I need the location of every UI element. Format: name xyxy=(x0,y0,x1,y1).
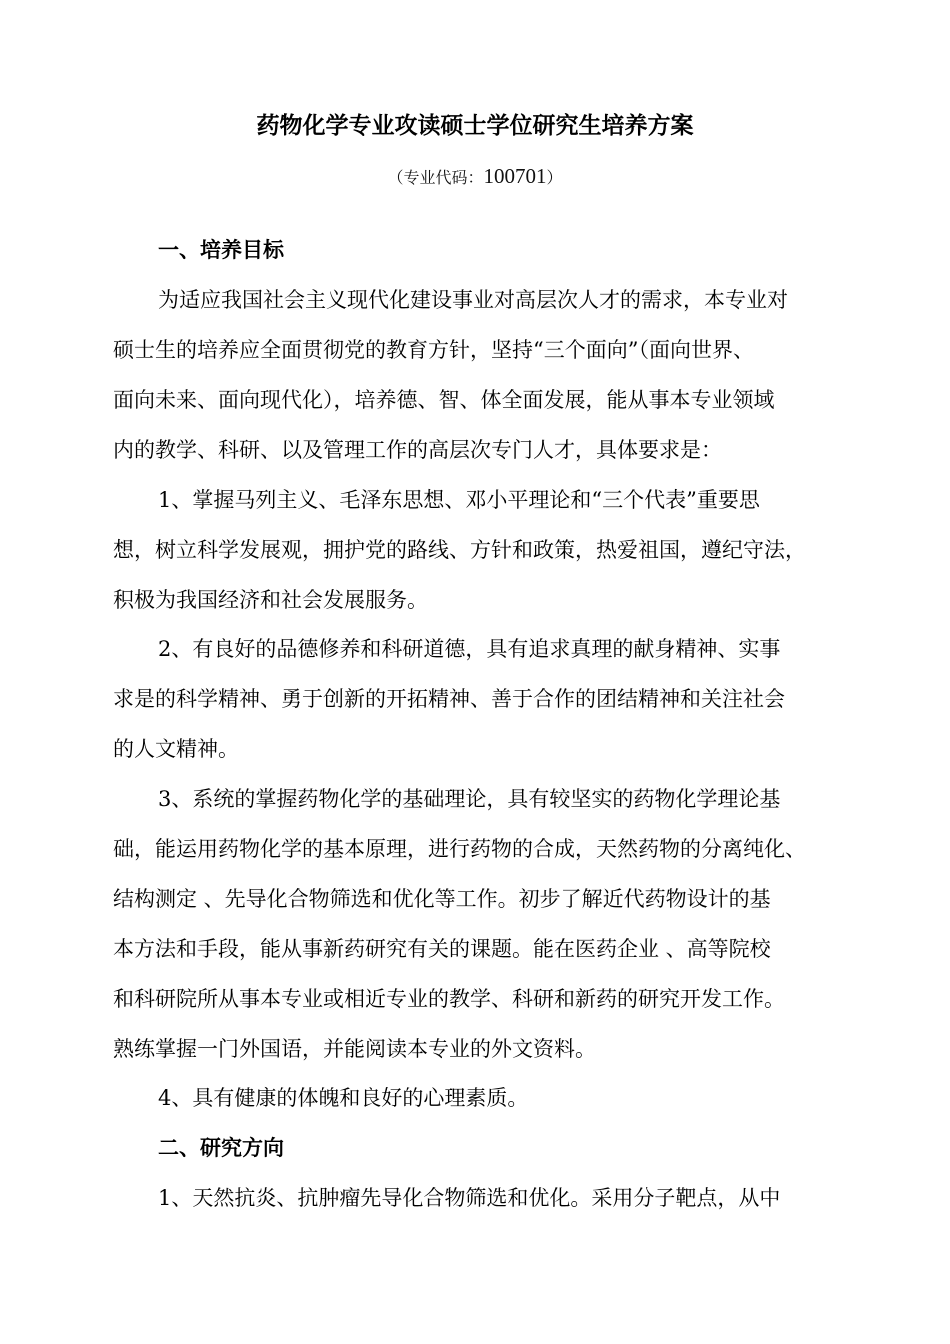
requirement-3-line: 3、系统的掌握药物化学的基础理论，具有较坚实的药物化学理论基 xyxy=(158,787,781,811)
section-heading-research-directions: 二、研究方向 xyxy=(158,1136,284,1160)
requirement-1-line: 1、掌握马列主义、毛泽东思想、邓小平理论和“三个代表”重要思 xyxy=(158,488,760,512)
major-code-prefix: （专业代码： xyxy=(387,168,484,187)
requirement-2-line: 的人文精神。 xyxy=(113,737,239,761)
paragraph-line: 为适应我国社会主义现代化建设事业对高层次人才的需求，本专业对 xyxy=(158,288,788,312)
major-code-line xyxy=(0,162,950,192)
requirement-2-line: 2、有良好的品德修养和科研道德，具有追求真理的献身精神、实事 xyxy=(158,637,781,661)
requirement-3-line: 熟练掌握一门外国语，并能阅读本专业的外文资料。 xyxy=(113,1037,596,1061)
requirement-2-line: 求是的科学精神、勇于创新的开拓精神、善于合作的团结精神和关注社会 xyxy=(113,687,785,711)
requirement-3-line: 本方法和手段，能从事新药研究有关的课题。能在医药企业 、高等院校 xyxy=(113,937,771,961)
requirement-3-line: 础，能运用药物化学的基本原理，进行药物的合成，天然药物的分离纯化、 xyxy=(113,837,806,861)
document-title: 药物化学专业攻读硕士学位研究生培养方案 xyxy=(256,113,694,139)
paragraph-line: 硕士生的培养应全面贯彻党的教育方针，坚持“三个面向”（面向世界、 xyxy=(113,338,754,362)
research-direction-1-line: 1、天然抗炎、抗肿瘤先导化合物筛选和优化。采用分子靶点，从中 xyxy=(158,1186,781,1210)
requirement-1-line: 想，树立科学发展观，拥护党的路线、方针和政策，热爱祖国，遵纪守法， xyxy=(113,538,806,562)
paragraph-line: 面向未来、面向现代化），培养德、智、体全面发展，能从事本专业领域 xyxy=(113,388,775,412)
section-heading-training-goals: 一、培养目标 xyxy=(158,238,284,262)
requirement-1-line: 积极为我国经济和社会发展服务。 xyxy=(113,588,428,612)
paragraph-line: 内的教学、科研、以及管理工作的高层次专门人才，具体要求是： xyxy=(113,438,722,462)
major-code: 100701 xyxy=(483,164,547,188)
requirement-3-line: 结构测定 、先导化合物筛选和优化等工作。初步了解近代药物设计的基 xyxy=(113,887,771,911)
requirement-3-line: 和科研院所从事本专业或相近专业的教学、科研和新药的研究开发工作。 xyxy=(113,987,785,1011)
requirement-4-line: 4、具有健康的体魄和良好的心理素质。 xyxy=(158,1086,529,1110)
major-code-suffix: ） xyxy=(546,168,563,187)
